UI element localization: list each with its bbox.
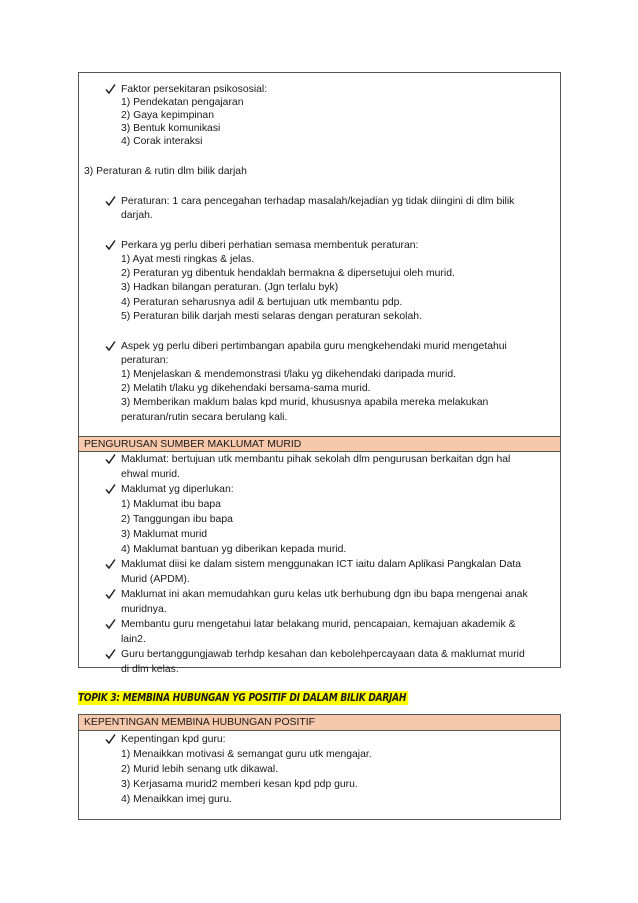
list-item: Perkara yg perlu diberi perhatian semasa membentuk peraturan: <box>121 240 419 251</box>
list-item: 1) Maklumat ibu bapa <box>121 499 221 510</box>
list-item: 2) Melatih t/laku yg dikehendaki bersama-sama murid. <box>121 383 371 394</box>
list-item: Faktor persekitaran psikososial: <box>121 84 268 95</box>
list-item: di dlm kelas. <box>121 664 179 675</box>
list-item: Kepentingan kpd guru: <box>121 734 226 745</box>
list-item: 3) Hadkan bilangan peraturan. (Jgn terlalu byk) <box>121 282 339 293</box>
list-item: 4) Maklumat bantuan yg diberikan kepada murid. <box>121 544 347 555</box>
list-item: 1) Menaikkan motivasi & semangat guru utk mengajar. <box>121 749 372 760</box>
list-item: Peraturan: 1 cara pencegahan terhadap masalah/kejadian yg tidak diingini di dlm bilik <box>121 196 515 207</box>
checkmark-icon <box>105 558 117 571</box>
list-item: 1) Pendekatan pengajaran <box>121 97 244 108</box>
list-item: Aspek yg perlu diberi pertimbangan apabila guru mengkehendaki murid mengetahui <box>121 341 507 352</box>
section-header <box>79 715 560 731</box>
list-item: 4) Menaikkan imej guru. <box>121 794 232 805</box>
section-header <box>79 436 560 452</box>
list-item: 3) Bentuk komunikasi <box>121 123 221 134</box>
subheading: 3) Peraturan & rutin dlm bilik darjah <box>84 166 247 177</box>
list-item: 3) Kerjasama murid2 memberi kesan kpd pdp guru. <box>121 779 358 790</box>
list-item: Murid (APDM). <box>121 574 190 585</box>
topic-heading: TOPIK 3: MEMBINA HUBUNGAN YG POSITIF DI DALAM BILIK DARJAH <box>78 692 407 704</box>
list-item: Guru bertanggungjawab terhdp kesahan dan kebolehpercayaan data & maklumat murid <box>121 649 525 660</box>
list-item: ehwal murid. <box>121 469 180 480</box>
section-header-label: PENGURUSAN SUMBER MAKLUMAT MURID <box>84 439 302 450</box>
list-item: muridnya. <box>121 604 167 615</box>
checkmark-icon <box>105 733 117 746</box>
list-item: 2) Tanggungan ibu bapa <box>121 514 233 525</box>
list-item: peraturan: <box>121 355 169 366</box>
checkmark-icon <box>105 483 117 496</box>
list-item: 5) Peraturan bilik darjah mesti selaras dengan peraturan sekolah. <box>121 311 422 322</box>
checkmark-icon <box>105 83 117 96</box>
list-item: 4) Corak interaksi <box>121 136 203 147</box>
checkmark-icon <box>105 618 117 631</box>
checkmark-icon <box>105 648 117 661</box>
checkmark-icon <box>105 340 117 353</box>
checkmark-icon <box>105 239 117 252</box>
checkmark-icon <box>105 195 117 208</box>
relationship-table <box>78 714 561 820</box>
list-item: Maklumat diisi ke dalam sistem menggunakan ICT iaitu dalam Aplikasi Pangkalan Data <box>121 559 522 570</box>
list-item: Maklumat ini akan memudahkan guru kelas utk berhubung dgn ibu bapa mengenai anak <box>121 589 528 600</box>
list-item: 1) Menjelaskan & mendemonstrasi t/laku yg dikehendaki daripada murid. <box>121 369 456 380</box>
list-item: 2) Peraturan yg dibentuk hendaklah bermakna & dipersetujui oleh murid. <box>121 268 455 279</box>
continuation-table <box>78 72 561 675</box>
checkmark-icon <box>105 588 117 601</box>
list-item: 2) Gaya kepimpinan <box>121 110 214 121</box>
list-item: 3) Memberikan maklum balas kpd murid, khususnya apabila mereka melakukan <box>121 397 489 408</box>
list-item: Membantu guru mengetahui latar belakang murid, pencapaian, kemajuan akademik & <box>121 619 516 630</box>
list-item: Maklumat: bertujuan utk membantu pihak sekolah dlm pengurusan berkaitan dgn hal <box>121 454 511 465</box>
checkmark-icon <box>105 453 117 466</box>
list-item: peraturan/rutin secara berulang kali. <box>121 412 288 423</box>
list-item: 3) Maklumat murid <box>121 529 208 540</box>
section-header-label: KEPENTINGAN MEMBINA HUBUNGAN POSITIF <box>84 717 315 728</box>
list-item: Maklumat yg diperlukan: <box>121 484 234 495</box>
list-item: lain2. <box>121 634 146 645</box>
list-item: darjah. <box>121 210 153 221</box>
list-item: 4) Peraturan seharusnya adil & bertujuan utk membantu pdp. <box>121 297 403 308</box>
list-item: 1) Ayat mesti ringkas & jelas. <box>121 254 255 265</box>
list-item: 2) Murid lebih senang utk dikawal. <box>121 764 279 775</box>
